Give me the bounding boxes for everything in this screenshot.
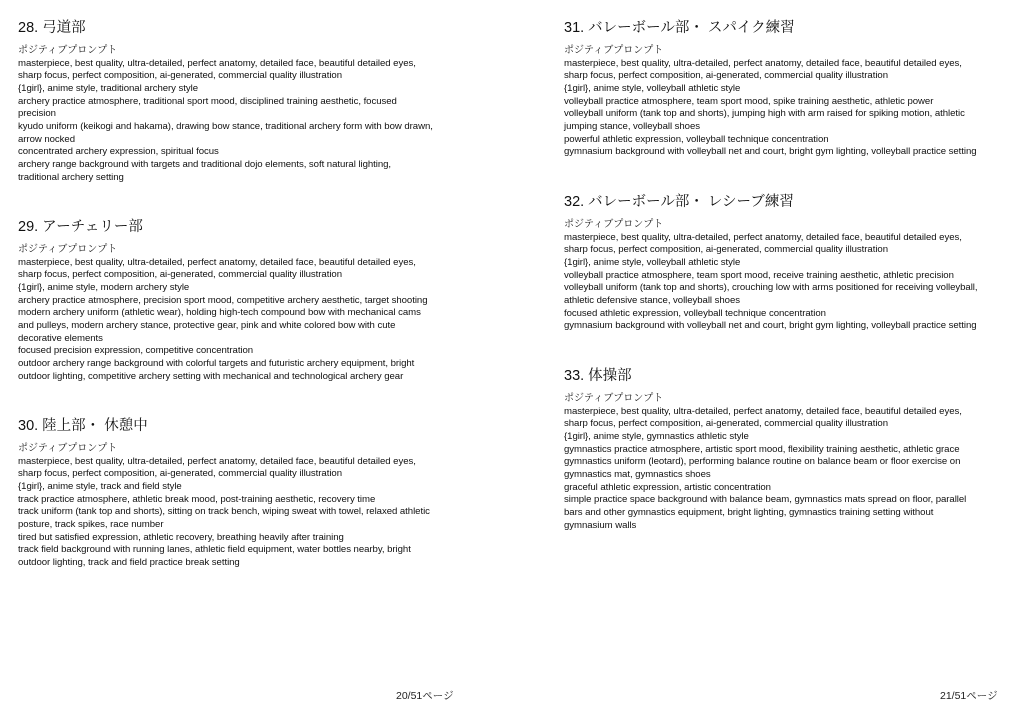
section-28-kyudo <box>18 19 488 184</box>
prompt-line: archery range background with targets and traditional dojo elements, soft natural lighting, <box>18 158 392 170</box>
prompt-line: gymnasium background with volleyball net and court, bright gym lighting, volleyball practice setting <box>564 146 977 158</box>
prompt-line: arrow nocked <box>18 133 75 145</box>
prompt-line: sharp focus, perfect composition, ai-generated, commercial quality illustration <box>564 244 888 256</box>
prompt-line: kyudo uniform (keikogi and hakama), drawing bow stance, traditional archery form with bow drawn, <box>18 120 433 132</box>
prompt-line: gymnastics practice atmosphere, artistic sport mood, flexibility training aesthetic, athletic grace <box>564 443 960 455</box>
prompt-line: gymnastics mat, gymnastics shoes <box>564 468 711 480</box>
section-title: 31. バレーボール部・ スパイク練習 <box>564 20 795 36</box>
prompt-line: {1girl}, anime style, traditional archery style <box>18 82 199 94</box>
section-31-volleyball-spike <box>564 19 1014 159</box>
prompt-line: masterpiece, best quality, ultra-detailed, perfect anatomy, detailed face, beautiful detailed eyes, <box>564 57 962 69</box>
prompt-line: simple practice space background with balance beam, gymnastics mats spread on floor, parallel <box>564 494 967 506</box>
section-title: 30. 陸上部・ 休憩中 <box>18 418 148 434</box>
page-21 <box>564 0 1014 712</box>
prompt-line: gymnasium walls <box>564 519 637 531</box>
prompt-line: {1girl}, anime style, modern archery style <box>18 281 190 293</box>
positive-prompt-label: ポジティブプロンプト <box>18 45 118 56</box>
prompt-line: focused precision expression, competitive concentration <box>18 345 254 357</box>
section-title: 28. 弓道部 <box>18 20 86 36</box>
prompt-line: traditional archery setting <box>18 171 124 183</box>
prompt-line: jumping stance, volleyball shoes <box>564 120 700 132</box>
positive-prompt-label: ポジティブプロンプト <box>564 393 664 404</box>
section-33-gymnastics <box>564 367 1014 532</box>
section-32-volleyball-receive <box>564 193 1014 333</box>
prompt-line: posture, track spikes, race number <box>18 518 164 530</box>
section-29-archery <box>18 218 488 383</box>
prompt-line: sharp focus, perfect composition, ai-generated, commercial quality illustration <box>18 70 342 82</box>
section-title: 32. バレーボール部・ レシーブ練習 <box>564 194 794 210</box>
prompt-line: {1girl}, anime style, track and field style <box>18 480 182 492</box>
prompt-line: precision <box>18 108 56 120</box>
prompt-line: gymnastics uniform (leotard), performing balance routine on balance beam or floor exercise on <box>564 456 961 468</box>
section-title: 33. 体操部 <box>564 368 632 384</box>
prompt-line: track field background with running lanes, athletic field equipment, water bottles nearby, bright <box>18 544 411 556</box>
prompt-line: masterpiece, best quality, ultra-detailed, perfect anatomy, detailed face, beautiful detailed eyes, <box>564 231 962 243</box>
prompt-line: volleyball practice atmosphere, team sport mood, spike training aesthetic, athletic power <box>564 95 934 107</box>
page-20 <box>18 0 488 712</box>
prompt-line: sharp focus, perfect composition, ai-generated, commercial quality illustration <box>564 70 888 82</box>
prompt-line: masterpiece, best quality, ultra-detailed, perfect anatomy, detailed face, beautiful detailed eyes, <box>18 57 416 69</box>
page-number-21: 21/51ページ <box>940 690 998 702</box>
section-title: 29. アーチェリー部 <box>18 219 143 235</box>
prompt-line: volleyball uniform (tank top and shorts), crouching low with arms positioned for receiving volleyball, <box>564 282 978 294</box>
prompt-line: outdoor lighting, competitive archery setting with mechanical and technological archery gear <box>18 370 404 382</box>
prompt-line: volleyball practice atmosphere, team sport mood, receive training aesthetic, athletic precision <box>564 269 954 281</box>
prompt-line: track practice atmosphere, athletic break mood, post-training aesthetic, recovery time <box>18 493 376 505</box>
prompt-line: outdoor lighting, track and field practice break setting <box>18 556 240 568</box>
prompt-line: bars and other gymnastics equipment, bright lighting, gymnastics training setting without <box>564 506 934 518</box>
positive-prompt-label: ポジティブプロンプト <box>564 45 664 56</box>
prompt-line: sharp focus, perfect composition, ai-generated, commercial quality illustration <box>564 418 888 430</box>
prompt-line: volleyball uniform (tank top and shorts), jumping high with arm raised for spiking motion, athletic <box>564 108 965 120</box>
positive-prompt-label: ポジティブプロンプト <box>18 244 118 255</box>
prompt-line: masterpiece, best quality, ultra-detailed, perfect anatomy, detailed face, beautiful detailed eyes, <box>18 455 416 467</box>
prompt-line: archery practice atmosphere, precision sport mood, competitive archery aesthetic, target shooting <box>18 294 428 306</box>
prompt-line: gymnasium background with volleyball net and court, bright gym lighting, volleyball practice setting <box>564 320 977 332</box>
positive-prompt-label: ポジティブプロンプト <box>18 443 118 454</box>
prompt-line: masterpiece, best quality, ultra-detailed, perfect anatomy, detailed face, beautiful detailed eyes, <box>564 405 962 417</box>
prompt-line: athletic defensive stance, volleyball shoes <box>564 294 740 306</box>
prompt-line: decorative elements <box>18 332 103 344</box>
prompt-line: {1girl}, anime style, volleyball athletic style <box>564 256 741 268</box>
prompt-line: tired but satisfied expression, athletic recovery, breathing heavily after training <box>18 531 344 543</box>
prompt-line: and pulleys, modern archery stance, protective gear, pink and white colored bow with cute <box>18 319 396 331</box>
prompt-line: sharp focus, perfect composition, ai-generated, commercial quality illustration <box>18 468 342 480</box>
positive-prompt-label: ポジティブプロンプト <box>564 219 664 230</box>
prompt-line: modern archery uniform (athletic wear), holding high-tech compound bow with mechanical cams <box>18 307 421 319</box>
prompt-line: track uniform (tank top and shorts), sitting on track bench, wiping sweat with towel, relaxed athletic <box>18 506 430 518</box>
prompt-line: {1girl}, anime style, gymnastics athletic style <box>564 430 749 442</box>
prompt-line: outdoor archery range background with colorful targets and futuristic archery equipment, bright <box>18 357 415 369</box>
prompt-line: sharp focus, perfect composition, ai-generated, commercial quality illustration <box>18 269 342 281</box>
prompt-line: graceful athletic expression, artistic concentration <box>564 481 771 493</box>
prompt-line: concentrated archery expression, spiritual focus <box>18 146 219 158</box>
section-30-track-break <box>18 417 488 570</box>
prompt-line: focused athletic expression, volleyball technique concentration <box>564 307 826 319</box>
prompt-line: masterpiece, best quality, ultra-detailed, perfect anatomy, detailed face, beautiful detailed eyes, <box>18 256 416 268</box>
page-number-20: 20/51ページ <box>396 690 454 702</box>
prompt-line: {1girl}, anime style, volleyball athletic style <box>564 82 741 94</box>
prompt-line: powerful athletic expression, volleyball technique concentration <box>564 133 829 145</box>
prompt-line: archery practice atmosphere, traditional sport mood, disciplined training aesthetic, focused <box>18 95 397 107</box>
